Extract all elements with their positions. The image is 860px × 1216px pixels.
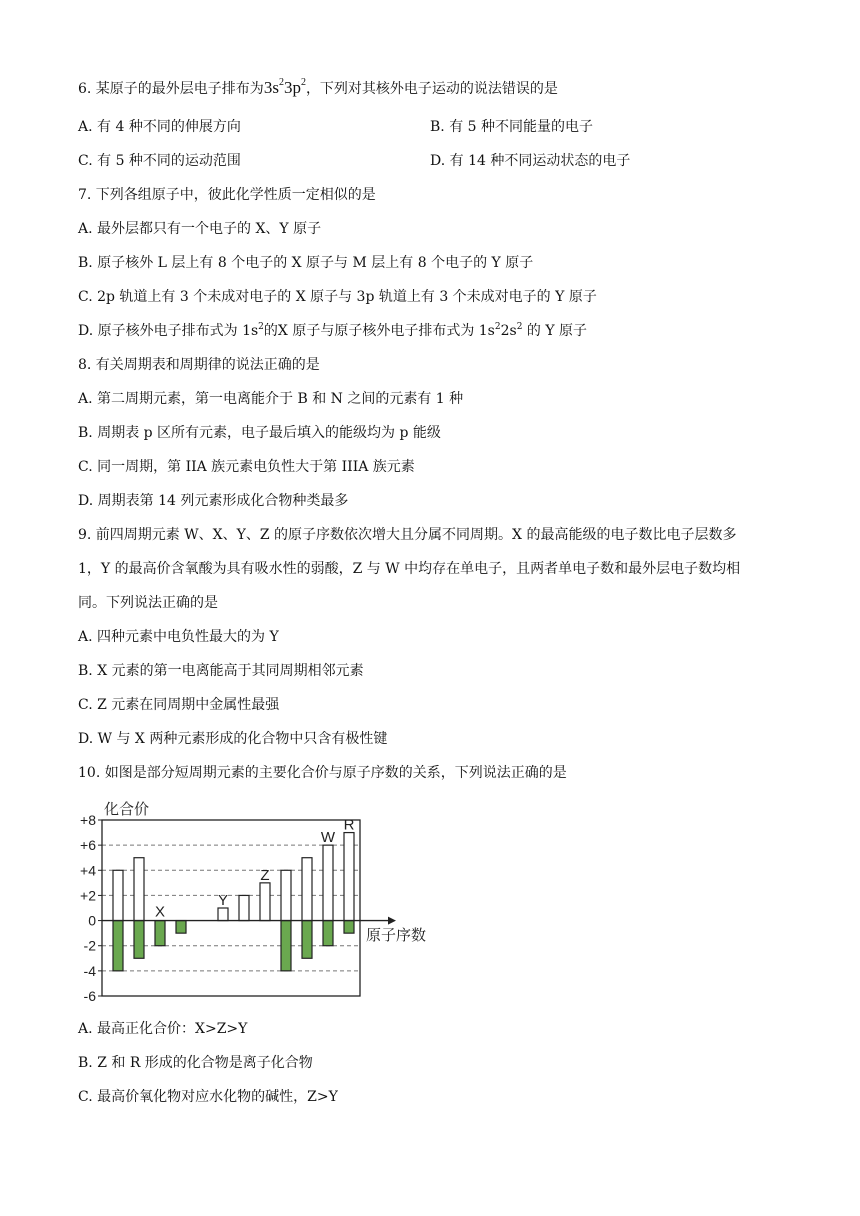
q6-option-b: B. 有 5 种不同能量的电子 [430,119,593,135]
positive-valence-bar [302,858,312,921]
negative-valence-bar [302,921,312,959]
q6-stem [78,78,558,99]
q8-stem: 8. 有关周期表和周期律的说法正确的是 [78,357,320,373]
negative-valence-bar [344,921,354,934]
q7-option-c: C. 2p 轨道上有 3 个未成对电子的 X 原子与 3p 轨道上有 3 个未成对电子的 Y 原子 [78,289,597,305]
q7-option-a: A. 最外层都只有一个电子的 X、Y 原子 [78,221,322,237]
positive-valence-bar [113,870,123,920]
q8-option-b: B. 周期表 p 区所有元素，电子最后填入的能级均为 p 能级 [78,425,441,441]
positive-valence-bar [218,908,228,921]
q9-stem-line-1: 9. 前四周期元素 W、X、Y、Z 的原子序数依次增大且分属不同周期。X 的最高能级的电子数比电子层数多 [78,527,737,543]
q9-option-c: C. Z 元素在同周期中金属性最强 [78,697,280,713]
q9-option-d: D. W 与 X 两种元素形成的化合物中只含有极性键 [78,731,388,747]
q6-option-a: A. 有 4 种不同的伸展方向 [78,119,241,135]
positive-valence-bar [344,833,354,921]
positive-valence-bar [134,858,144,921]
q8-option-a: A. 第二周期元素，第一电离能介于 B 和 N 之间的元素有 1 种 [78,391,464,407]
negative-valence-bar [281,921,291,971]
q10-option-a: A. 最高正化合价：X>Z>Y [78,1021,248,1037]
element-label: Y [217,892,229,909]
positive-valence-bar [323,845,333,920]
q8-option-c: C. 同一周期，第 IIA 族元素电负性大于第 IIIA 族元素 [78,459,415,475]
element-label: Z [260,866,270,884]
q6-stem-pre: 6. 某原子的最外层电子排布为 [78,81,264,97]
chart-ylabel: 化合价 [104,801,150,818]
q9-option-b: B. X 元素的第一电离能高于其同周期相邻元素 [78,663,364,679]
element-label: W [320,829,336,847]
x-axis-arrow [388,917,396,925]
y-tick-label: +4 [80,862,96,879]
q6-formula: $3s^23p^2$ [263,77,306,97]
negative-valence-bar [134,921,144,959]
valence-chart [70,796,470,1006]
y-tick-label: +6 [80,837,96,854]
q8-option-d: D. 周期表第 14 列元素形成化合物种类最多 [78,493,349,509]
q9-stem-line-2: 1，Y 的最高价含氧酸为具有吸水性的弱酸，Z 与 W 中均存在单电子，且两者单电子数和最外层电子数均相 [78,561,741,577]
element-label: R [343,816,355,834]
q9-option-a: A. 四种元素中电负性最大的为 Y [78,629,279,645]
y-tick-label: +8 [80,812,96,828]
q10-option-c: C. 最高价氧化物对应水化物的碱性，Z>Y [78,1089,338,1105]
q6-stem-post: ，下列对其核外电子运动的说法错误的是 [305,81,558,97]
element-label: X [154,903,166,921]
y-tick-label: -2 [83,937,96,954]
q9-stem-line-3: 同。下列说法正确的是 [78,595,218,611]
q6-option-d: D. 有 14 种不同运动状态的电子 [430,153,631,169]
negative-valence-bar [113,921,123,971]
positive-valence-bar [281,870,291,920]
negative-valence-bar [176,921,186,934]
q6-option-c: C. 有 5 种不同的运动范围 [78,153,241,169]
y-tick-label: -4 [83,962,96,979]
y-tick-label: -6 [83,988,96,1004]
positive-valence-bar [260,883,270,921]
q7-option-b: B. 原子核外 L 层上有 8 个电子的 X 原子与 M 层上有 8 个电子的 Y 原子 [78,255,534,271]
positive-valence-bar [239,895,249,920]
negative-valence-bar [323,921,333,946]
q7-option-d: D. 原子核外电子排布式为 $1s^2$的X 原子与原子核外电子排布式为 $1s^22s^2$ 的 Y 原子 [78,322,588,339]
q10-stem: 10. 如图是部分短周期元素的主要化合价与原子序数的关系，下列说法正确的是 [78,765,567,781]
negative-valence-bar [155,921,165,946]
y-tick-label: 0 [88,912,96,929]
y-tick-label: +2 [80,887,96,904]
q7-stem: 7. 下列各组原子中，彼此化学性质一定相似的是 [78,187,376,203]
q10-option-b: B. Z 和 R 形成的化合物是离子化合物 [78,1055,313,1071]
chart-xlabel: 原子序数 [366,927,427,944]
